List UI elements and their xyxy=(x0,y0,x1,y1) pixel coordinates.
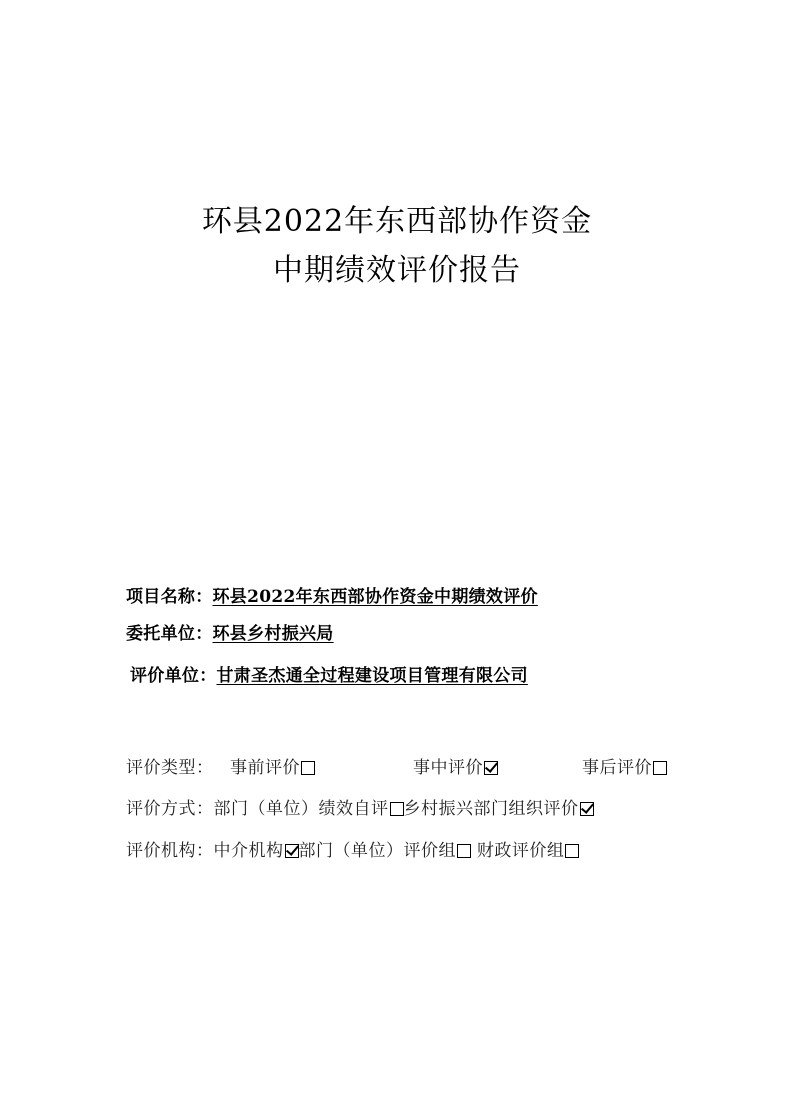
option-label: 部门（单位）评价组 xyxy=(298,841,456,861)
evaluation-type-label: 评价类型： xyxy=(126,758,214,778)
option-pre-evaluation xyxy=(230,760,315,777)
option-department-group xyxy=(299,841,472,861)
checkbox-icon[interactable] xyxy=(301,761,315,775)
checkbox-icon[interactable] xyxy=(484,761,498,775)
option-finance-group xyxy=(477,841,580,861)
checkbox-icon[interactable] xyxy=(565,844,579,858)
evaluation-method-label: 评价方式： xyxy=(126,799,214,819)
option-label: 事中评价 xyxy=(413,758,483,778)
project-name-label: 项目名称： xyxy=(126,587,213,607)
evaluation-method-row xyxy=(126,801,594,818)
client-label: 委托单位： xyxy=(126,624,213,644)
option-label: 事后评价 xyxy=(582,758,652,778)
report-title-line-2: 中期绩效评价报告 xyxy=(273,253,521,288)
option-label: 事前评价 xyxy=(230,758,300,778)
option-intermediary xyxy=(214,841,299,861)
option-rural-revitalization xyxy=(404,799,594,819)
option-mid-evaluation xyxy=(413,760,498,777)
evaluator-value: 甘肃圣杰通全过程建设项目管理有限公司 xyxy=(216,666,528,686)
client-row xyxy=(126,626,334,643)
option-post-evaluation xyxy=(582,760,667,777)
checkbox-icon[interactable] xyxy=(285,844,299,858)
evaluation-type-row xyxy=(126,758,652,778)
report-title-line-1: 环县2022年东西部协作资金 xyxy=(201,204,593,239)
evaluation-agency-row xyxy=(126,843,579,860)
option-label: 中介机构 xyxy=(213,841,284,861)
client-value: 环县乡村振兴局 xyxy=(212,624,334,644)
option-label: 财政评价组 xyxy=(476,841,565,861)
option-label: 乡村振兴部门组织评价 xyxy=(403,799,579,819)
evaluator-row xyxy=(130,668,528,685)
checkbox-icon[interactable] xyxy=(390,802,404,816)
evaluator-label: 评价单位： xyxy=(130,666,217,686)
checkbox-icon[interactable] xyxy=(580,802,594,816)
option-label: 部门（单位）绩效自评 xyxy=(213,799,389,819)
project-name-row xyxy=(126,589,538,606)
evaluation-agency-label: 评价机构： xyxy=(126,841,214,861)
project-name-value: 环县2022年东西部协作资金中期绩效评价 xyxy=(212,587,538,607)
checkbox-icon[interactable] xyxy=(457,844,471,858)
option-self-evaluation xyxy=(214,799,404,819)
checkbox-icon[interactable] xyxy=(653,761,667,775)
